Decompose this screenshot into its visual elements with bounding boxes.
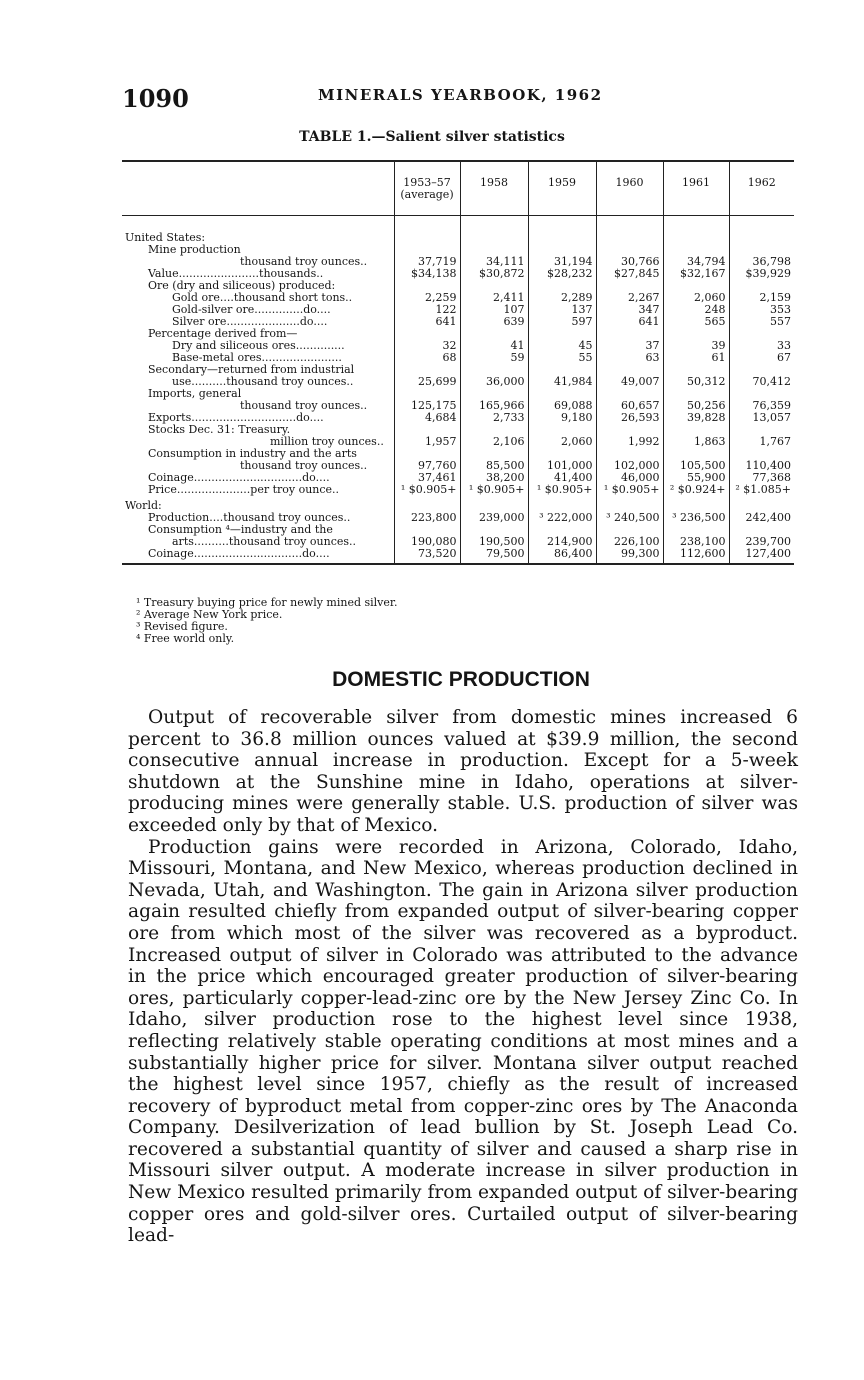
table-cell: 76,359 [729,400,794,412]
table-row [122,484,794,496]
table-cell [394,216,460,245]
table-cell: 2,411 [460,292,528,304]
body-text [128,707,798,1247]
silver-statistics-table [122,160,794,565]
table-row [122,292,794,304]
row-label: Secondary—returned from industrial [148,364,355,376]
table-cell: $39,929 [729,268,794,280]
table-cell: 190,080 [394,536,460,548]
row-label: thousand troy ounces.. [240,256,368,268]
table-cell: 223,800 [394,512,460,524]
table-cell: 97,760 [394,460,460,472]
table-cell: $27,845 [596,268,663,280]
table-cell: 112,600 [663,548,729,564]
table-cell: 238,100 [663,536,729,548]
table-cell: 37,719 [394,256,460,268]
table-cell: 34,111 [460,256,528,268]
table-cell: 2,060 [528,436,596,448]
page-number: 1090 [122,84,189,113]
table-cell: 4,684 [394,412,460,424]
table-cell: 2,289 [528,292,596,304]
row-label: Production....thousand troy ounces.. [148,512,351,524]
row-label: Exports..............................do.... [148,412,324,424]
row-label: Price.....................per troy ounce.. [148,484,340,496]
row-label: World: [125,499,162,512]
row-label: thousand troy ounces.. [240,400,368,412]
table-title: TABLE 1.—Salient silver statistics [299,129,565,145]
column-header: 1953–57 (average) [394,161,460,216]
table-row [122,316,794,328]
table-cell: 122 [394,304,460,316]
footnote: ³ Revised figure. [136,620,228,633]
table-cell: 239,700 [729,536,794,548]
table-cell: 2,060 [663,292,729,304]
table-cell: 55,900 [663,472,729,484]
table-cell [394,496,460,512]
running-head: MINERALS YEARBOOK, 1962 [318,86,603,104]
row-label: Percentage derived from— [148,328,298,340]
table-cell: 1,863 [663,436,729,448]
table-cell: 102,000 [596,460,663,472]
column-header: 1959 [528,161,596,216]
table-cell: 36,798 [729,256,794,268]
table-row [122,436,794,448]
table-cell: 68 [394,352,460,364]
row-label: thousand troy ounces.. [240,460,368,472]
table-cell: 50,312 [663,376,729,388]
table-cell: 226,100 [596,536,663,548]
table-cell: 34,794 [663,256,729,268]
table-cell: 105,500 [663,460,729,472]
table-cell [528,496,596,512]
table-cell: 165,966 [460,400,528,412]
table-cell: 67 [729,352,794,364]
row-label: Gold-silver ore..............do.... [172,304,331,316]
row-label: million troy ounces.. [270,436,384,448]
table-cell: ¹ $0.905+ [394,484,460,496]
table-cell: 41,400 [528,472,596,484]
column-header: 1960 [596,161,663,216]
table-cell: 214,900 [528,536,596,548]
table-footnotes [136,597,397,645]
table-cell: 63 [596,352,663,364]
table-cell: 99,300 [596,548,663,564]
paragraph: Production gains were recorded in Arizona, Colorado, Idaho, Missouri, Montana, and New Mexico, whereas production declined in Nevada, Utah, and Washington. The gain in Arizona silver production again resulted chiefly from expanded output of silver-bearing copper ore from which most of the silver was recovered as a byproduct. Increased output of silver in Colorado was attributed to the advance in the price which encouraged greater production of silver-bearing ores, particularly copper-lead-zinc ore by the New Jersey Zinc Co. In Idaho, silver production rose to the highest level since 1938, reflecting relatively stable operating conditions at most mines and a substantially higher price for silver. Montana silver output reached the highest level since 1957, chiefly as the result of increased recovery of byproduct metal from copper-zinc ores by The Anaconda Company. Desilverization of lead bullion by St. Joseph Lead Co. recovered a substantial quantity of silver and caused a sharp rise in Missouri silver output. A moderate increase in silver production in New Mexico resulted primarily from expanded output of silver-bearing copper ores and gold-silver ores. Curtailed output of silver-bearing lead- [128,836,798,1247]
table-cell: 36,000 [460,376,528,388]
table-cell: 26,593 [596,412,663,424]
row-label: Base-metal ores....................... [172,352,342,364]
table-cell: 2,267 [596,292,663,304]
table-cell [460,216,528,245]
table-cell: 37 [596,340,663,352]
table-cell: ³ 240,500 [596,512,663,524]
table-cell: 85,500 [460,460,528,472]
row-label: United States: [125,231,206,244]
table-cell: 49,007 [596,376,663,388]
table-row [122,496,794,512]
table-cell: 32 [394,340,460,352]
table-row [122,340,794,352]
table-cell: 2,106 [460,436,528,448]
table-cell: 46,000 [596,472,663,484]
table-cell [663,216,729,245]
table-body [122,216,794,565]
table-cell: 137 [528,304,596,316]
table-cell: 2,733 [460,412,528,424]
table-row [122,304,794,316]
table-cell: 1,767 [729,436,794,448]
table-row [122,548,794,564]
header-label-blank [122,161,394,216]
table-cell: 597 [528,316,596,328]
table-cell: ³ 236,500 [663,512,729,524]
row-label: Stocks Dec. 31: Treasury. [148,424,291,436]
row-label: Coinage...............................do.... [122,548,394,564]
table-row [122,376,794,388]
table-cell: $28,232 [528,268,596,280]
row-label: Silver ore.....................do.... [172,316,328,328]
row-label: Value.......................thousands.. [148,268,324,280]
table-cell: 639 [460,316,528,328]
row-label: Consumption ⁴—industry and the [148,524,333,536]
table-cell: 86,400 [528,548,596,564]
table-cell: 641 [596,316,663,328]
table-row [122,352,794,364]
table-cell: 641 [394,316,460,328]
table-cell [528,216,596,245]
table-cell: 45 [528,340,596,352]
table-cell: 347 [596,304,663,316]
table-cell: 50,256 [663,400,729,412]
row-label: Ore (dry and siliceous) produced: [148,280,336,292]
table-cell: 73,520 [394,548,460,564]
table-cell: ³ 222,000 [528,512,596,524]
table-row [122,328,794,340]
table-row [122,412,794,424]
table-cell: 37,461 [394,472,460,484]
row-label: Coinage...............................do.... [148,472,330,484]
table-cell: 41,984 [528,376,596,388]
table-cell: 60,657 [596,400,663,412]
table-cell: 125,175 [394,400,460,412]
table-cell: 248 [663,304,729,316]
table-cell: $32,167 [663,268,729,280]
footnote: ¹ Treasury buying price for newly mined silver. [136,596,398,609]
table-cell: 33 [729,340,794,352]
column-header: 1962 [729,161,794,216]
table-cell: 9,180 [528,412,596,424]
table-cell: 69,088 [528,400,596,412]
table-cell: 79,500 [460,548,528,564]
table-cell: 190,500 [460,536,528,548]
table-cell: 557 [729,316,794,328]
table-cell [460,496,528,512]
row-label: arts..........thousand troy ounces.. [172,536,356,548]
table-cell: ² $1.085+ [729,484,794,496]
table-cell: 239,000 [460,512,528,524]
table-cell: 101,000 [528,460,596,472]
footnote: ⁴ Free world only. [136,632,235,645]
table-cell: 77,368 [729,472,794,484]
table-cell: 70,412 [729,376,794,388]
table-cell: 55 [528,352,596,364]
table-cell: 353 [729,304,794,316]
table-cell: ¹ $0.905+ [528,484,596,496]
column-header: 1961 [663,161,729,216]
table-cell: 39 [663,340,729,352]
table-cell: 30,766 [596,256,663,268]
table-cell: $34,138 [394,268,460,280]
table-cell: 61 [663,352,729,364]
row-label: Mine production [148,244,241,256]
table-cell: $30,872 [460,268,528,280]
table-cell: 565 [663,316,729,328]
table-cell: 1,957 [394,436,460,448]
row-label: Consumption in industry and the arts [148,448,357,460]
table-cell: 1,992 [596,436,663,448]
table-cell: ¹ $0.905+ [460,484,528,496]
row-label: Imports, general [148,388,242,400]
table-cell [663,496,729,512]
table-cell [596,216,663,245]
table-cell: 107 [460,304,528,316]
table-cell [729,216,794,245]
table-header-row [122,161,794,216]
column-header: 1958 [460,161,528,216]
table-cell: ² $0.924+ [663,484,729,496]
table-cell: 127,400 [729,548,794,564]
row-label: Gold ore....thousand short tons.. [172,292,353,304]
table-cell: 59 [460,352,528,364]
section-heading: DOMESTIC PRODUCTION [332,668,590,691]
table-row [122,216,794,245]
row-label: use..........thousand troy ounces.. [172,376,354,388]
table-cell: 39,828 [663,412,729,424]
table-cell: 41 [460,340,528,352]
table-cell [729,496,794,512]
table-cell: 242,400 [729,512,794,524]
footnote: ² Average New York price. [136,608,283,621]
table-cell: 110,400 [729,460,794,472]
table-row [122,512,794,524]
table-cell: 25,699 [394,376,460,388]
table-cell: 2,159 [729,292,794,304]
table-row [122,268,794,280]
table-cell [596,496,663,512]
table-cell: 31,194 [528,256,596,268]
row-label: Dry and siliceous ores.............. [172,340,345,352]
table-cell: ¹ $0.905+ [596,484,663,496]
table-cell: 2,259 [394,292,460,304]
table-cell: 38,200 [460,472,528,484]
table-cell: 13,057 [729,412,794,424]
paragraph: Output of recoverable silver from domestic mines increased 6 percent to 36.8 million ounces valued at $39.9 million, the second consecutive annual increase in production. Except for a 5-week shutdown at the Sunshine mine in Idaho, operations at silver-producing mines were generally stable. U.S. production of silver was exceeded only by that of Mexico. [128,707,798,836]
